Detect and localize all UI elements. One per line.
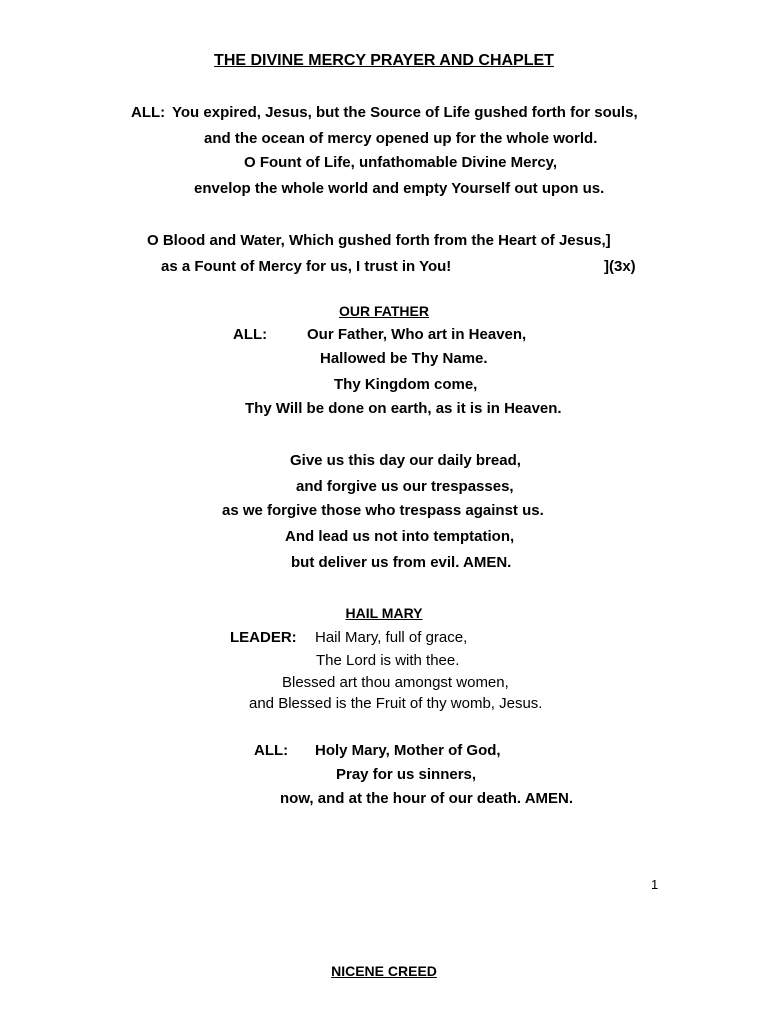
hail-mary-leader-line-1: Hail Mary, full of grace, <box>315 629 468 646</box>
hail-mary-leader-line-2: The Lord is with thee. <box>316 652 460 669</box>
hail-mary-all-line-1: Holy Mary, Mother of God, <box>315 742 501 759</box>
our-father-line-3: Thy Kingdom come, <box>334 376 478 393</box>
page-number: 1 <box>651 877 659 892</box>
hail-mary-all-label: ALL: <box>254 742 289 759</box>
hail-mary-heading: HAIL MARY <box>345 605 423 621</box>
hail-mary-leader-line-3: Blessed art thou amongst women, <box>282 674 509 691</box>
our-father-speaker-label: ALL: <box>233 326 268 343</box>
opening-line-1: You expired, Jesus, but the Source of Life gushed forth for souls, <box>172 104 638 121</box>
our-father-line-1: Our Father, Who art in Heaven, <box>307 326 527 343</box>
our-father-line-9: but deliver us from evil. AMEN. <box>291 554 512 571</box>
document-title: THE DIVINE MERCY PRAYER AND CHAPLET <box>214 52 554 69</box>
our-father-heading: OUR FATHER <box>339 303 429 319</box>
our-father-line-4: Thy Will be done on earth, as it is in Heaven. <box>245 400 562 417</box>
next-section-heading: NICENE CREED <box>331 963 437 979</box>
hail-mary-leader-line-4: and Blessed is the Fruit of thy womb, Jesus. <box>249 695 543 712</box>
our-father-line-5: Give us this day our daily bread, <box>290 452 521 469</box>
blood-water-line-2: as a Fount of Mercy for us, I trust in You! <box>161 258 452 275</box>
opening-line-3: O Fount of Life, unfathomable Divine Mercy, <box>244 154 558 171</box>
our-father-line-2: Hallowed be Thy Name. <box>320 350 488 367</box>
our-father-line-7: as we forgive those who trespass against us. <box>222 502 544 519</box>
our-father-line-8: And lead us not into temptation, <box>285 528 515 545</box>
hail-mary-all-line-2: Pray for us sinners, <box>336 766 477 783</box>
blood-water-repeat: ](3x) <box>604 258 636 275</box>
hail-mary-all-line-3: now, and at the hour of our death. AMEN. <box>280 790 574 807</box>
opening-speaker-label: ALL: <box>131 104 166 121</box>
blood-water-line-1: O Blood and Water, Which gushed forth from the Heart of Jesus,] <box>147 232 611 249</box>
opening-line-2: and the ocean of mercy opened up for the whole world. <box>204 130 598 147</box>
hail-mary-leader-label: LEADER: <box>230 629 297 646</box>
opening-line-4: envelop the whole world and empty Yourself out upon us. <box>194 180 605 197</box>
our-father-line-6: and forgive us our trespasses, <box>296 478 514 495</box>
